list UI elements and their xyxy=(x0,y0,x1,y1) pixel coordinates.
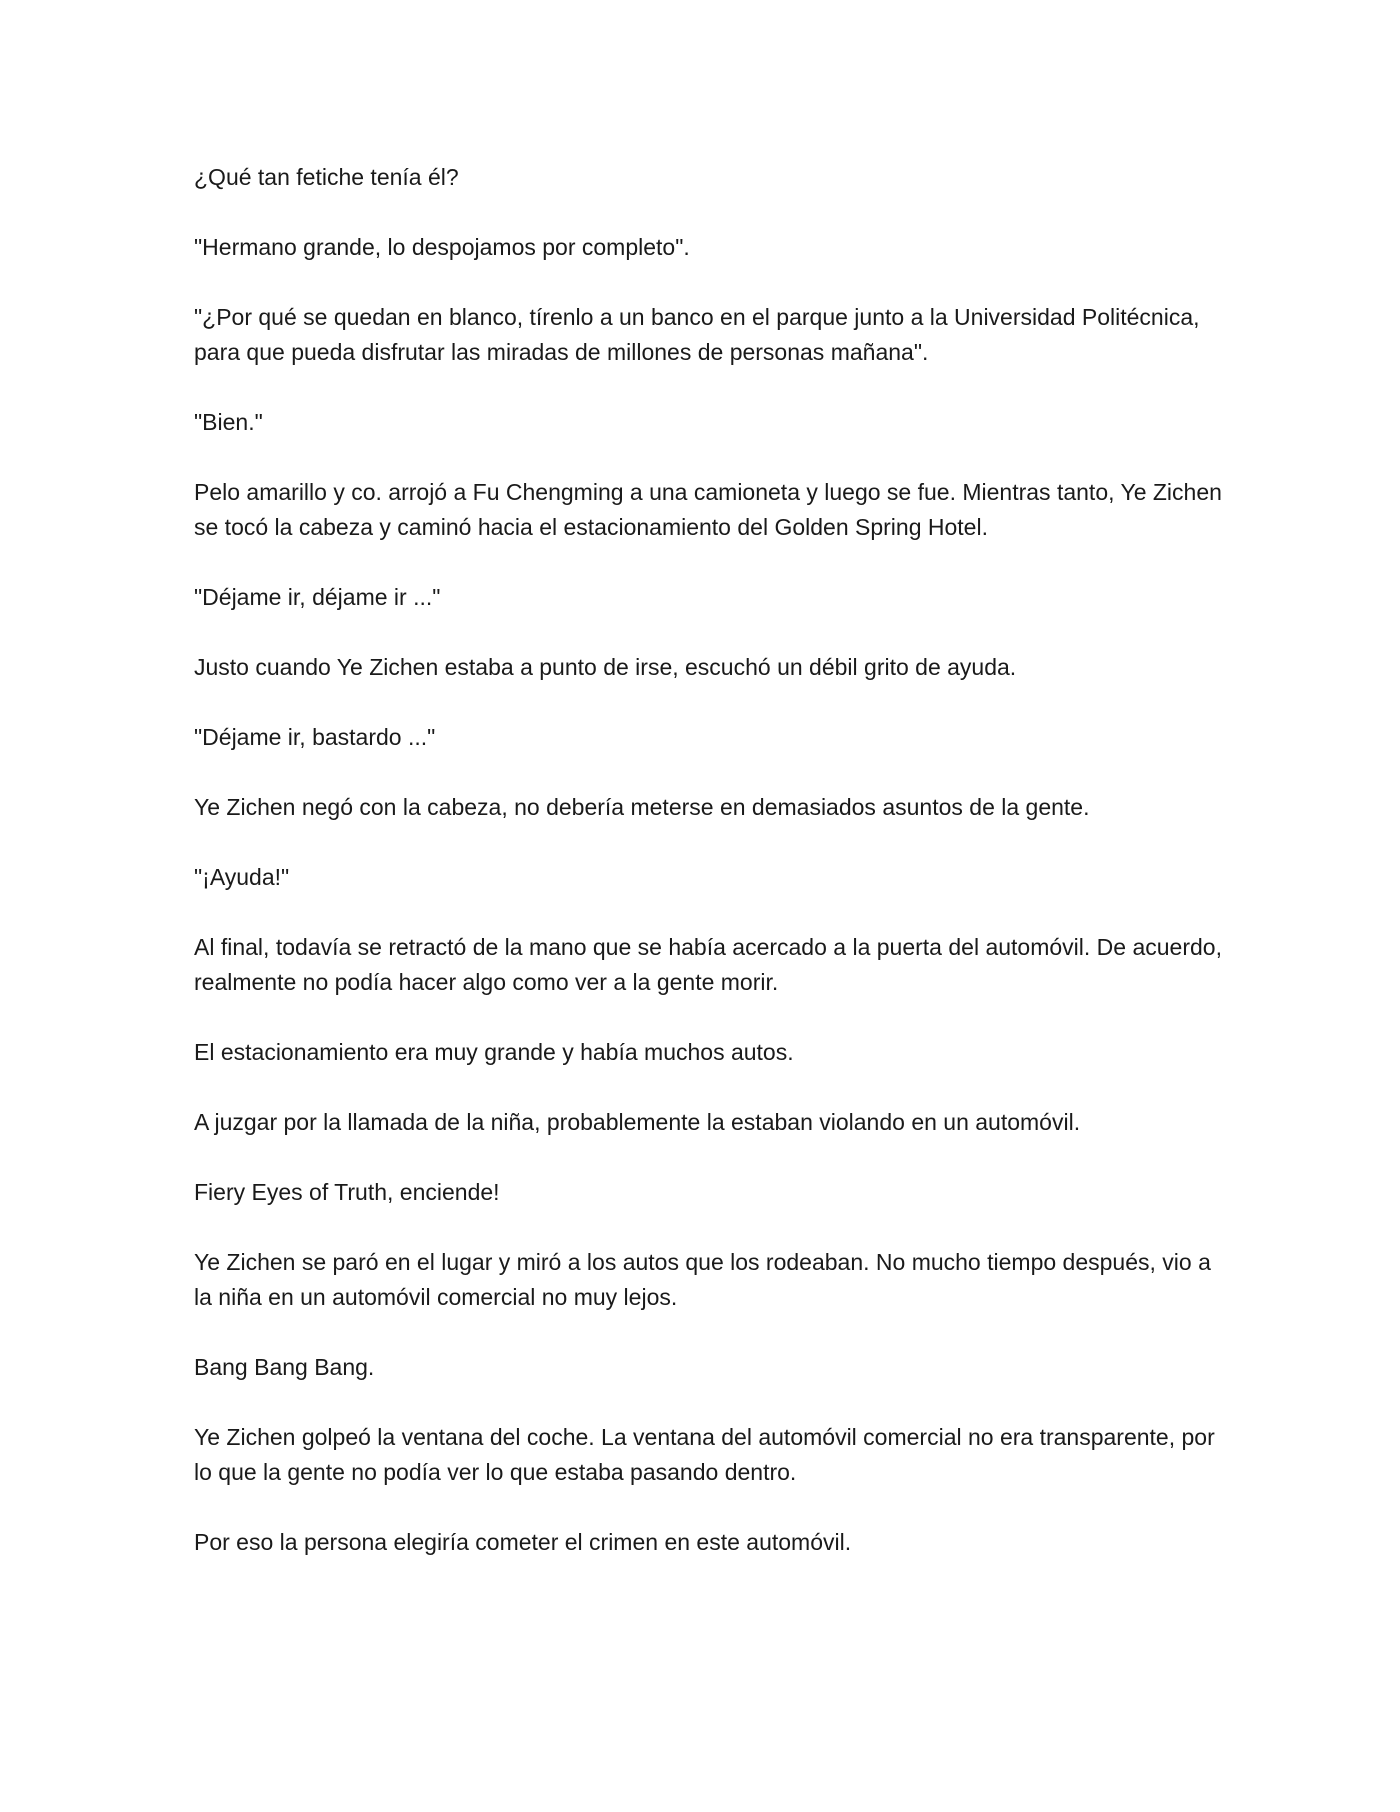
paragraph: "Bien." xyxy=(194,409,263,435)
paragraph: "¿Por qué se quedan en blanco, tírenlo a un banco en el parque junto a la Universidad Politécnica, para que pueda disfrutar las miradas de millones de personas mañana". xyxy=(194,304,1200,365)
paragraph: Pelo amarillo y co. arrojó a Fu Chengming a una camioneta y luego se fue. Mientras tanto, Ye Zichen se tocó la cabeza y caminó hacia el estacionamiento del Golden Spring Hotel. xyxy=(194,479,1222,540)
paragraph: ¿Qué tan fetiche tenía él? xyxy=(194,164,459,190)
paragraph: El estacionamiento era muy grande y había muchos autos. xyxy=(194,1039,794,1065)
paragraph: Por eso la persona elegiría cometer el crimen en este automóvil. xyxy=(194,1529,852,1555)
paragraph: "Hermano grande, lo despojamos por completo". xyxy=(194,234,690,260)
document-body xyxy=(194,160,1224,1595)
paragraph: Ye Zichen se paró en el lugar y miró a los autos que los rodeaban. No mucho tiempo después, vio a la niña en un automóvil comercial no muy lejos. xyxy=(194,1249,1211,1310)
paragraph: Ye Zichen golpeó la ventana del coche. La ventana del automóvil comercial no era transparente, por lo que la gente no podía ver lo que estaba pasando dentro. xyxy=(194,1424,1215,1485)
paragraph: Ye Zichen negó con la cabeza, no debería meterse en demasiados asuntos de la gente. xyxy=(194,794,1090,820)
paragraph: Al final, todavía se retractó de la mano que se había acercado a la puerta del automóvil. De acuerdo, realmente no podía hacer algo como ver a la gente morir. xyxy=(194,934,1222,995)
paragraph: "Déjame ir, bastardo ..." xyxy=(194,724,436,750)
paragraph: Fiery Eyes of Truth, enciende! xyxy=(194,1179,500,1205)
paragraph: "¡Ayuda!" xyxy=(194,864,290,890)
paragraph: Justo cuando Ye Zichen estaba a punto de irse, escuchó un débil grito de ayuda. xyxy=(194,654,1017,680)
paragraph: "Déjame ir, déjame ir ..." xyxy=(194,584,441,610)
paragraph: Bang Bang Bang. xyxy=(194,1354,375,1380)
paragraph: A juzgar por la llamada de la niña, probablemente la estaban violando en un automóvil. xyxy=(194,1109,1081,1135)
